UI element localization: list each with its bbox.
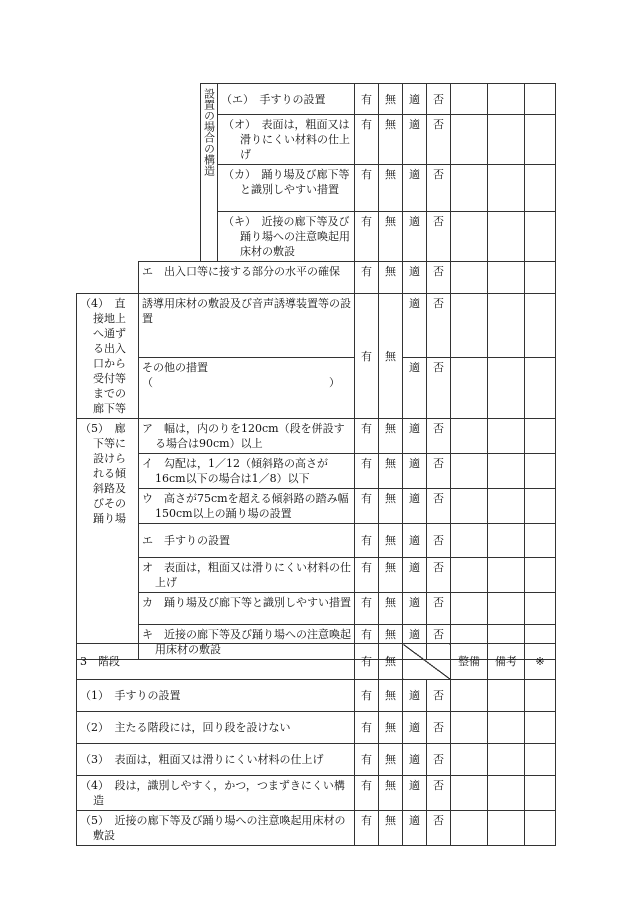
item-label: （オ） 表面は，粗面又は滑りにくい材料の仕上げ — [218, 115, 355, 165]
yes-option[interactable]: 有 — [355, 776, 379, 811]
maintenance-cell[interactable] — [451, 776, 488, 811]
table-row — [77, 593, 556, 625]
remarks-cell[interactable] — [488, 744, 525, 776]
no-option[interactable]: 無 — [379, 712, 403, 744]
mark-cell[interactable] — [525, 524, 556, 558]
item-label: （4） 段は，識別しやすく，かつ，つまずきにくい構造 — [77, 776, 355, 811]
ok-option[interactable]: 適 — [403, 294, 427, 358]
no-option[interactable]: 無 — [379, 84, 403, 115]
mark-cell[interactable] — [525, 115, 556, 165]
remarks-cell[interactable] — [488, 357, 525, 418]
item-label: （3） 表面は，粗面又は滑りにくい材料の仕上げ — [77, 744, 355, 776]
ok-option[interactable]: 適 — [403, 115, 427, 165]
remarks-cell[interactable] — [488, 419, 525, 454]
table-row — [77, 776, 556, 811]
diagonal-blank-cell — [403, 644, 451, 680]
ok-option[interactable]: 適 — [403, 712, 427, 744]
item-label: ア 幅は，内のりを120cm（段を併設する場合は90cm）以上 — [139, 419, 355, 454]
column-header-mark: ※ — [525, 644, 556, 680]
mark-cell[interactable] — [525, 489, 556, 524]
yes-option[interactable]: 有 — [355, 165, 379, 212]
upper-checklist-table — [76, 83, 556, 660]
yes-option[interactable]: 有 — [355, 811, 379, 846]
ok-option[interactable]: 適 — [403, 680, 427, 712]
maintenance-cell[interactable] — [451, 212, 488, 262]
item-label: イ 勾配は，1／12（傾斜路の高さが16cm以下の場合は1／8）以下 — [139, 454, 355, 489]
no-option[interactable]: 無 — [379, 593, 403, 625]
item-label: （5） 近接の廊下等及び踊り場への注意喚起用床材の敷設 — [77, 811, 355, 846]
mark-cell[interactable] — [525, 454, 556, 489]
ok-option[interactable]: 適 — [403, 776, 427, 811]
no-option[interactable]: 無 — [379, 625, 403, 660]
table-row — [77, 524, 556, 558]
table-row — [77, 811, 556, 846]
ok-option[interactable]: 適 — [403, 262, 427, 294]
yes-option[interactable]: 有 — [355, 84, 379, 115]
maintenance-cell[interactable] — [451, 744, 488, 776]
mark-cell[interactable] — [525, 811, 556, 846]
item-label: エ 手すりの設置 — [139, 524, 355, 558]
ng-option[interactable]: 否 — [427, 712, 451, 744]
no-option[interactable]: 無 — [379, 680, 403, 712]
ok-option[interactable]: 適 — [403, 489, 427, 524]
remarks-cell[interactable] — [488, 165, 525, 212]
item-label: エ 出入口等に接する部分の水平の確保 — [139, 262, 355, 294]
mark-cell[interactable] — [525, 357, 556, 418]
yes-option[interactable]: 有 — [355, 644, 379, 680]
ok-option[interactable]: 適 — [403, 212, 427, 262]
remarks-cell[interactable] — [488, 680, 525, 712]
ok-option[interactable]: 適 — [403, 744, 427, 776]
ng-option[interactable]: 否 — [427, 811, 451, 846]
no-option[interactable]: 無 — [379, 558, 403, 593]
other-measures-input[interactable]: （ ） — [142, 375, 340, 389]
table-row — [77, 84, 556, 115]
ng-option[interactable]: 否 — [427, 454, 451, 489]
stairs-checklist-table — [76, 643, 556, 846]
remarks-cell[interactable] — [488, 776, 525, 811]
item-label: （1） 手すりの設置 — [77, 680, 355, 712]
ng-option[interactable]: 否 — [427, 625, 451, 660]
ng-option[interactable]: 否 — [427, 776, 451, 811]
yes-option[interactable]: 有 — [355, 680, 379, 712]
remarks-cell[interactable] — [488, 454, 525, 489]
mark-cell[interactable] — [525, 262, 556, 294]
remarks-cell[interactable] — [488, 558, 525, 593]
ng-option[interactable]: 否 — [427, 212, 451, 262]
mark-cell[interactable] — [525, 593, 556, 625]
ok-option[interactable]: 適 — [403, 419, 427, 454]
table-row — [77, 680, 556, 712]
column-header-maintenance: 整備 — [451, 644, 488, 680]
mark-cell[interactable] — [525, 419, 556, 454]
mark-cell[interactable] — [525, 712, 556, 744]
yes-option[interactable]: 有 — [355, 262, 379, 294]
yes-option[interactable]: 有 — [355, 744, 379, 776]
maintenance-cell[interactable] — [451, 593, 488, 625]
ok-option[interactable]: 適 — [403, 454, 427, 489]
table-row — [77, 115, 556, 165]
ok-option[interactable]: 適 — [403, 625, 427, 660]
item-label: （キ） 近接の廊下等及び踊り場への注意喚起用床材の敷設 — [218, 212, 355, 262]
remarks-cell[interactable] — [488, 84, 525, 115]
no-option[interactable]: 無 — [379, 489, 403, 524]
no-option[interactable]: 無 — [379, 776, 403, 811]
table-row — [77, 212, 556, 262]
table-row — [77, 712, 556, 744]
maintenance-cell[interactable] — [451, 712, 488, 744]
no-option[interactable]: 無 — [379, 644, 403, 680]
mark-cell[interactable] — [525, 558, 556, 593]
yes-option[interactable]: 有 — [355, 593, 379, 625]
item-label: （2） 主たる階段には，回り段を設けない — [77, 712, 355, 744]
no-option[interactable]: 無 — [379, 811, 403, 846]
stairs-header-row — [77, 644, 556, 680]
ng-option[interactable]: 否 — [427, 489, 451, 524]
ng-option[interactable]: 否 — [427, 115, 451, 165]
ng-option[interactable]: 否 — [427, 419, 451, 454]
maintenance-cell[interactable] — [451, 165, 488, 212]
remarks-cell[interactable] — [488, 212, 525, 262]
ok-option[interactable]: 適 — [403, 524, 427, 558]
other-measures-cell — [139, 357, 355, 418]
no-option[interactable]: 無 — [379, 454, 403, 489]
ng-option[interactable]: 否 — [427, 357, 451, 418]
remarks-cell[interactable] — [488, 712, 525, 744]
yes-option[interactable]: 有 — [355, 625, 379, 660]
yes-option[interactable]: 有 — [355, 294, 379, 419]
remarks-cell[interactable] — [488, 294, 525, 358]
table-row — [77, 744, 556, 776]
ng-option[interactable]: 否 — [427, 84, 451, 115]
yes-option[interactable]: 有 — [355, 115, 379, 165]
ng-option[interactable]: 否 — [427, 165, 451, 212]
item-label: ウ 高さが75cmを超える傾斜路の踏み幅150cm以上の踊り場の設置 — [139, 489, 355, 524]
yes-option[interactable]: 有 — [355, 489, 379, 524]
ok-option[interactable]: 適 — [403, 165, 427, 212]
mark-cell[interactable] — [525, 294, 556, 358]
remarks-cell[interactable] — [488, 811, 525, 846]
maintenance-cell[interactable] — [451, 84, 488, 115]
maintenance-cell[interactable] — [451, 680, 488, 712]
ng-option[interactable]: 否 — [427, 593, 451, 625]
mark-cell[interactable] — [525, 165, 556, 212]
yes-option[interactable]: 有 — [355, 454, 379, 489]
mark-cell[interactable] — [525, 776, 556, 811]
no-option[interactable]: 無 — [379, 524, 403, 558]
mark-cell[interactable] — [525, 680, 556, 712]
item-label: （エ） 手すりの設置 — [218, 84, 355, 115]
ng-option[interactable]: 否 — [427, 680, 451, 712]
no-option[interactable]: 無 — [379, 294, 403, 419]
remarks-cell[interactable] — [488, 593, 525, 625]
no-option[interactable]: 無 — [379, 744, 403, 776]
ng-option[interactable]: 否 — [427, 744, 451, 776]
yes-option[interactable]: 有 — [355, 558, 379, 593]
item-label: キ 近接の廊下等及び踊り場への注意喚起用床材の敷設 — [139, 625, 355, 660]
column-header-remarks: 備考 — [488, 644, 525, 680]
maintenance-cell[interactable] — [451, 454, 488, 489]
ok-option[interactable]: 適 — [403, 357, 427, 418]
table-row — [77, 419, 556, 454]
yes-option[interactable]: 有 — [355, 524, 379, 558]
remarks-cell[interactable] — [488, 115, 525, 165]
maintenance-cell[interactable] — [451, 115, 488, 165]
ok-option[interactable]: 適 — [403, 593, 427, 625]
maintenance-cell[interactable] — [451, 419, 488, 454]
yes-option[interactable]: 有 — [355, 419, 379, 454]
ng-option[interactable]: 否 — [427, 294, 451, 358]
yes-option[interactable]: 有 — [355, 712, 379, 744]
maintenance-cell[interactable] — [451, 558, 488, 593]
yes-option[interactable]: 有 — [355, 212, 379, 262]
table-row — [77, 454, 556, 489]
ok-option[interactable]: 適 — [403, 84, 427, 115]
table-row — [77, 262, 556, 294]
item-label: その他の措置 — [142, 360, 208, 374]
section-4-label: （4） 直接地上へ通ずる出入口から受付等までの廊下等 — [77, 294, 139, 419]
table-row — [77, 357, 556, 418]
maintenance-cell[interactable] — [451, 489, 488, 524]
no-option[interactable]: 無 — [379, 212, 403, 262]
item-label: オ 表面は，粗面又は滑りにくい材料の仕上げ — [139, 558, 355, 593]
item-label: カ 踊り場及び廊下等と識別しやすい措置 — [139, 593, 355, 625]
maintenance-cell[interactable] — [451, 524, 488, 558]
ng-option[interactable]: 否 — [427, 262, 451, 294]
table-row — [77, 489, 556, 524]
maintenance-cell[interactable] — [451, 811, 488, 846]
section-5-label: （5） 廊下等に設けられる傾斜路及びその踊り場 — [77, 419, 139, 660]
mark-cell[interactable] — [525, 84, 556, 115]
maintenance-cell[interactable] — [451, 262, 488, 294]
remarks-cell[interactable] — [488, 262, 525, 294]
table-row — [77, 558, 556, 593]
no-option[interactable]: 無 — [379, 419, 403, 454]
item-label: （カ） 踊り場及び廊下等と識別しやすい措置 — [218, 165, 355, 212]
maintenance-cell[interactable] — [451, 357, 488, 418]
no-option[interactable]: 無 — [379, 262, 403, 294]
stairs-section-title: 3 階段 — [77, 644, 355, 680]
table-row — [77, 165, 556, 212]
ok-option[interactable]: 適 — [403, 811, 427, 846]
maintenance-cell[interactable] — [451, 294, 488, 358]
ng-option[interactable]: 否 — [427, 558, 451, 593]
mark-cell[interactable] — [525, 744, 556, 776]
ng-option[interactable]: 否 — [427, 524, 451, 558]
no-option[interactable]: 無 — [379, 115, 403, 165]
ok-option[interactable]: 適 — [403, 558, 427, 593]
item-label: 誘導用床材の敷設及び音声誘導装置等の設置 — [139, 294, 355, 358]
remarks-cell[interactable] — [488, 524, 525, 558]
remarks-cell[interactable] — [488, 489, 525, 524]
table-row — [77, 294, 556, 358]
mark-cell[interactable] — [525, 212, 556, 262]
group-label-installation-structure: 設置の場合の構造 — [202, 88, 216, 176]
no-option[interactable]: 無 — [379, 165, 403, 212]
